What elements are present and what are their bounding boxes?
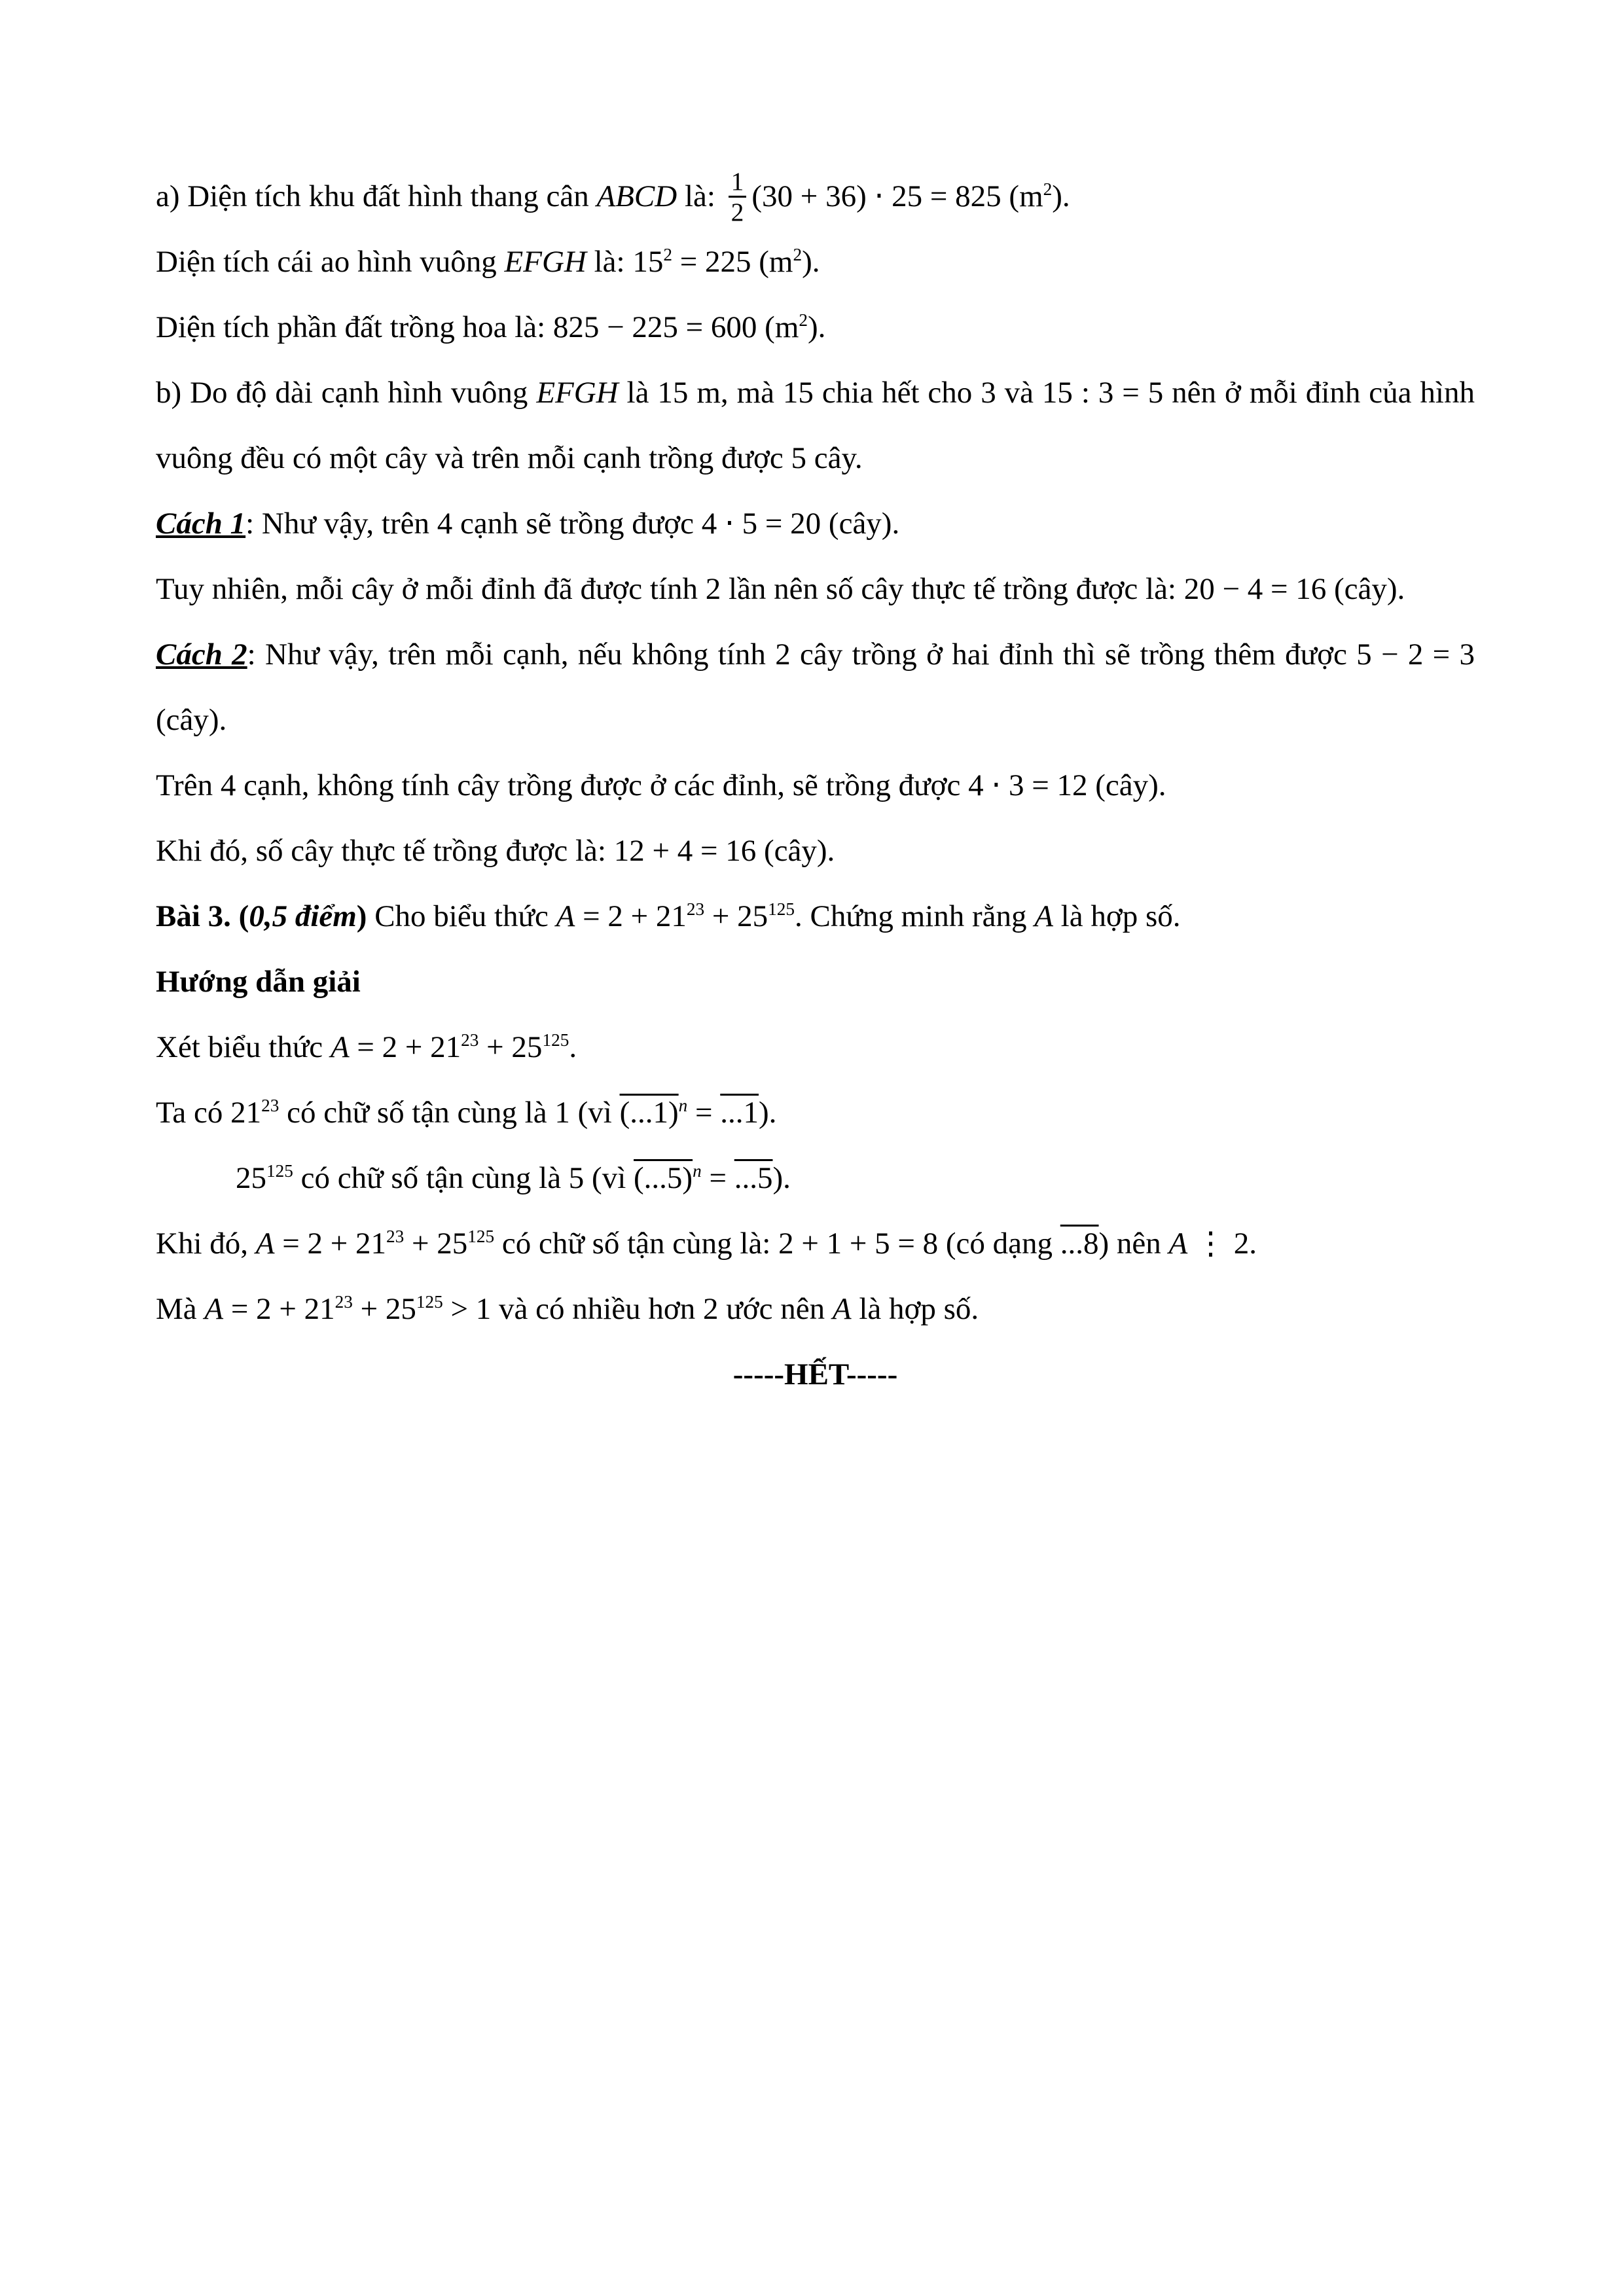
text-run: có chữ số tận cùng là 5 (vì	[293, 1161, 634, 1195]
text-run: =	[687, 1096, 721, 1130]
para-last-digit-25	[156, 1145, 1475, 1211]
para-square-pond-area	[156, 229, 1475, 295]
overline-run: (...5)	[634, 1161, 693, 1195]
text-run: ) nên	[1098, 1227, 1169, 1261]
text-run: ).	[772, 1161, 791, 1195]
superscript: 2	[799, 310, 808, 331]
para-last-digit-21	[156, 1080, 1475, 1145]
document-page	[156, 164, 1475, 1407]
text-run: Trên 4 cạnh, không tính cây trồng được ở các đỉnh, sẽ trồng được 4 ⋅ 3 = 12 (cây).	[156, 768, 1166, 802]
text-run: (30 + 36) ⋅ 25 = 825 (m	[751, 179, 1043, 213]
text-run: =	[701, 1161, 734, 1195]
text-run: a) Diện tích khu đất hình thang cân	[156, 179, 597, 213]
superscript: 23	[686, 899, 705, 920]
superscript: 125	[416, 1292, 443, 1312]
text-run: = 2 + 21	[274, 1227, 386, 1261]
overline-run: ...5	[734, 1161, 773, 1195]
variable: A	[556, 899, 575, 933]
overline-run: (...1)	[619, 1096, 679, 1130]
text-run: có chữ số tận cùng là: 2 + 1 + 5 = 8 (có dạng	[494, 1227, 1060, 1261]
superscript: 125	[266, 1161, 293, 1181]
variable: A	[330, 1030, 350, 1064]
text-run: Diện tích phần đất trồng hoa là: 825 − 225 = 600 (m	[156, 310, 799, 344]
variable: ABCD	[596, 179, 677, 213]
text-run: : Như vậy, trên mỗi cạnh, nếu không tính 2 cây trồng ở hai đỉnh thì sẽ trồng thêm được 5 − 2 = 3 (cây).	[156, 637, 1475, 737]
text-run: 25	[236, 1161, 266, 1195]
para-method-2	[156, 622, 1475, 753]
text-run: .	[569, 1030, 577, 1064]
variable: A	[1034, 899, 1053, 933]
para-sum-last-digit	[156, 1211, 1475, 1276]
text-run: ).	[808, 310, 826, 344]
para-flower-area	[156, 295, 1475, 360]
superscript: 2	[793, 245, 803, 265]
superscript: 125	[768, 899, 795, 920]
para-method-2-step	[156, 753, 1475, 818]
text-run: Diện tích cái ao hình vuông	[156, 245, 505, 279]
superscript: 23	[261, 1096, 280, 1116]
method-label: Cách 1	[156, 507, 246, 541]
fraction-denominator: 2	[729, 196, 747, 226]
variable: EFGH	[536, 376, 619, 410]
text-run: + 25	[404, 1227, 468, 1261]
text-run: : Như vậy, trên 4 cạnh sẽ trồng được 4 ⋅ 5 = 20 (cây).	[245, 507, 900, 541]
text-run: ).	[1052, 179, 1070, 213]
text-run: = 2 + 21	[575, 899, 687, 933]
para-method-1-result	[156, 556, 1475, 622]
text-run: b) Do độ dài cạnh hình vuông	[156, 376, 537, 410]
para-conclusion	[156, 1276, 1475, 1342]
text-run: ).	[802, 245, 820, 279]
text-run: Ta có 21	[156, 1096, 262, 1130]
superscript: 23	[386, 1227, 405, 1247]
superscript-variable: n	[678, 1096, 688, 1116]
text-run: có chữ số tận cùng là 1 (vì	[279, 1096, 620, 1130]
bold-run: )	[356, 899, 367, 933]
fraction-numerator: 1	[731, 166, 744, 196]
text-run: Mà	[156, 1292, 205, 1326]
variable: A	[204, 1292, 224, 1326]
variable: A	[832, 1292, 852, 1326]
bold-run: Hướng dẫn giải	[156, 965, 361, 999]
para-method-1	[156, 491, 1475, 556]
bold-run: Bài 3. (	[156, 899, 249, 933]
para-part-b-intro	[156, 360, 1475, 491]
text-run: Khi đó, số cây thực tế trồng được là: 12 + 4 = 16 (cây).	[156, 834, 835, 868]
text-run: là:	[677, 179, 723, 213]
superscript-variable: n	[693, 1161, 702, 1181]
para-method-2-result	[156, 818, 1475, 884]
variable: A	[255, 1227, 275, 1261]
text-run: Khi đó,	[156, 1227, 256, 1261]
superscript: 125	[467, 1227, 495, 1247]
text-run: = 225 (m	[672, 245, 793, 279]
bold-run: -----HẾT-----	[732, 1357, 898, 1391]
variable: EFGH	[504, 245, 586, 279]
para-solution-heading	[156, 949, 1475, 1014]
bold-italic-run: 0,5 điểm	[249, 899, 357, 933]
para-consider-expression	[156, 1014, 1475, 1080]
overline-run: ...8	[1060, 1227, 1099, 1261]
divisibility-icon: ⋮	[1195, 1227, 1226, 1261]
superscript: 125	[542, 1030, 569, 1050]
text-run: + 25	[478, 1030, 543, 1064]
text-run: = 2 + 21	[349, 1030, 461, 1064]
text-run	[1187, 1227, 1195, 1261]
method-label: Cách 2	[156, 637, 247, 672]
text-run: + 25	[352, 1292, 416, 1326]
superscript: 2	[1043, 179, 1053, 200]
superscript: 23	[461, 1030, 479, 1050]
text-run: ).	[759, 1096, 777, 1130]
variable: A	[1168, 1227, 1188, 1261]
para-trapezoid-area	[156, 164, 1475, 229]
text-run: > 1 và có nhiều hơn 2 ước nên	[442, 1292, 833, 1326]
overline-run: ...1	[720, 1096, 759, 1130]
text-run: = 2 + 21	[223, 1292, 335, 1326]
text-run: 2.	[1226, 1227, 1257, 1261]
text-run: Tuy nhiên, mỗi cây ở mỗi đỉnh đã được tính 2 lần nên số cây thực tế trồng được là: 20 − 4 = 16 (cây).	[156, 572, 1405, 606]
text-run: là hợp số.	[851, 1292, 979, 1326]
text-run: + 25	[704, 899, 768, 933]
text-run: Cho biểu thức	[367, 899, 556, 933]
text-run: . Chứng minh rằng	[795, 899, 1035, 933]
text-run: là 15 m, mà 15 chia hết cho 3 và 15 : 3 = 5 nên ở mỗi đỉnh của hình vuông đều có một cây và trên mỗi cạnh trồng được 5 cây.	[156, 376, 1475, 475]
superscript: 23	[334, 1292, 353, 1312]
text-run: là: 15	[586, 245, 664, 279]
text-run: là hợp số.	[1053, 899, 1181, 933]
fraction	[729, 167, 747, 226]
superscript: 2	[663, 245, 672, 265]
text-run: Xét biểu thức	[156, 1030, 331, 1064]
para-end-marker	[156, 1342, 1475, 1407]
para-problem-3	[156, 884, 1475, 949]
